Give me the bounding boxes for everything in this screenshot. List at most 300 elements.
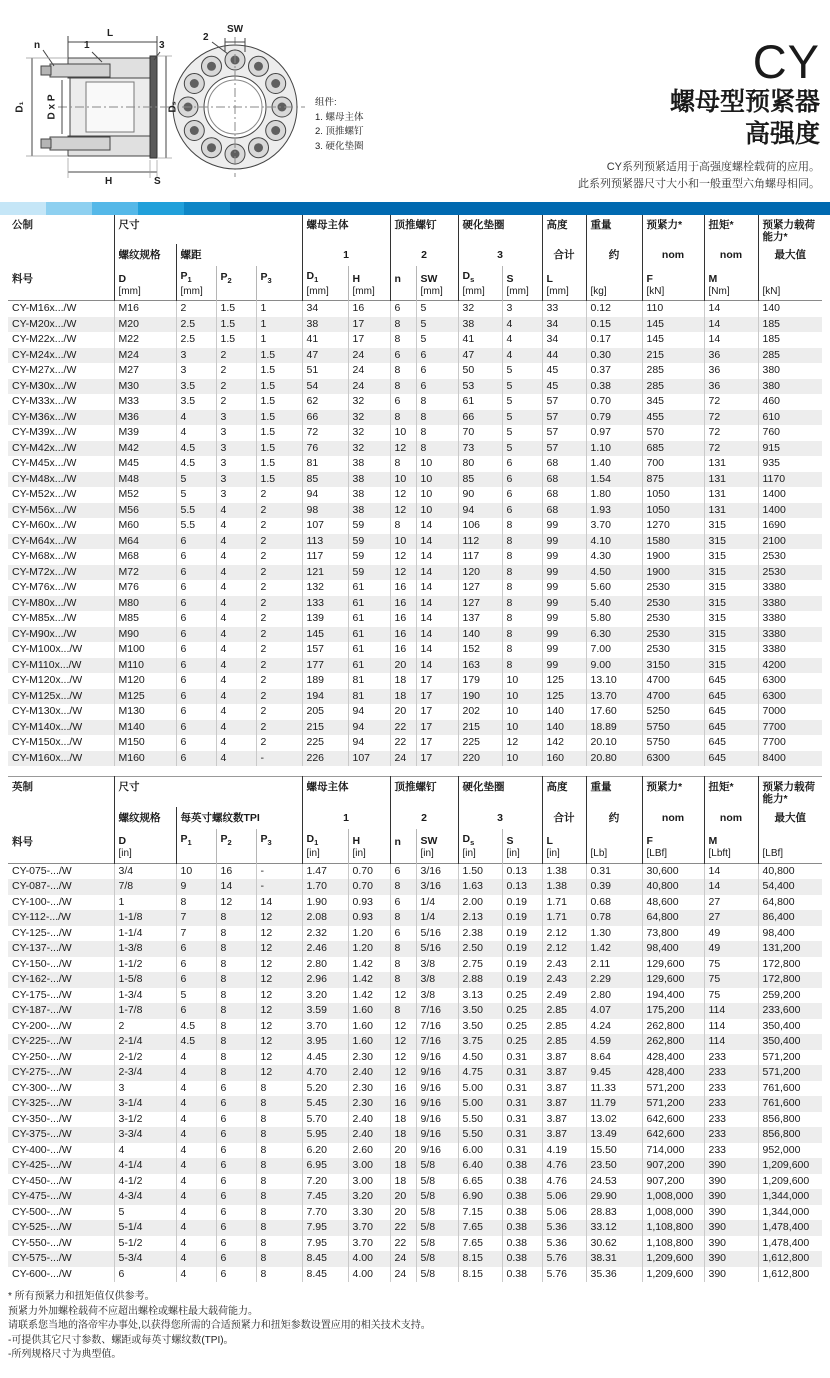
- cell: 7000: [758, 704, 822, 720]
- cell: 856,800: [758, 1112, 822, 1128]
- cell: CY-087-.../W: [12, 880, 72, 893]
- cell: 20: [390, 1189, 416, 1205]
- cell: 121: [302, 565, 348, 581]
- cell: 3-1/2: [114, 1112, 176, 1128]
- cell: 14: [704, 879, 758, 895]
- cell: 0.79: [586, 410, 642, 426]
- column-header: 螺距: [176, 244, 302, 266]
- cell: 2.40: [348, 1127, 390, 1143]
- cell: CY-187-.../W: [12, 1004, 72, 1017]
- cell: 3.87: [542, 1112, 586, 1128]
- cell: 10: [416, 487, 458, 503]
- cell: 2.29: [586, 972, 642, 988]
- cell: M24: [114, 348, 176, 364]
- cell: 18: [390, 689, 416, 705]
- cell: 32: [348, 394, 390, 410]
- cell: 1.5: [256, 394, 302, 410]
- cell: 110: [642, 301, 704, 317]
- cell: 380: [758, 379, 822, 395]
- cell: M20: [114, 317, 176, 333]
- cell: 8: [256, 1267, 302, 1283]
- table-row: [8, 549, 822, 565]
- cell: 1,478,400: [758, 1236, 822, 1252]
- cell: 73: [458, 441, 502, 457]
- cell: 1: [256, 317, 302, 333]
- cell: 14: [416, 611, 458, 627]
- cell: 140: [758, 301, 822, 317]
- cell: CY-M60x.../W: [12, 519, 77, 532]
- cell: 4700: [642, 673, 704, 689]
- column-header: 硬化垫圈: [458, 215, 542, 244]
- table-row: [8, 503, 822, 519]
- cell: 3.87: [542, 1065, 586, 1081]
- cell: CY-375-.../W: [12, 1128, 72, 1141]
- cell: CY-M130x.../W: [12, 705, 83, 718]
- column-header: 预紧力*: [642, 215, 704, 244]
- cell: 8: [390, 456, 416, 472]
- cell: 2.40: [348, 1065, 390, 1081]
- cell: 2: [114, 1019, 176, 1035]
- cell: 8.64: [586, 1050, 642, 1066]
- cell: 1.60: [348, 1034, 390, 1050]
- cell: 28.83: [586, 1205, 642, 1221]
- cell: 10: [390, 534, 416, 550]
- cell: 8: [216, 926, 256, 942]
- cell: 131: [704, 487, 758, 503]
- cell: 4: [176, 1050, 216, 1066]
- cell: 1-1/2: [114, 957, 176, 973]
- cell: 4.5: [176, 441, 216, 457]
- dim-label-DxP: D x P: [46, 94, 58, 120]
- cell: 2.50: [458, 941, 502, 957]
- column-header: [Lb]: [586, 829, 642, 864]
- cell: 2: [256, 704, 302, 720]
- cell: 0.19: [502, 895, 542, 911]
- cell: 6: [502, 456, 542, 472]
- cell: 14: [416, 627, 458, 643]
- cell: 6: [176, 534, 216, 550]
- cell: 3/8: [416, 988, 458, 1004]
- cell: 390: [704, 1236, 758, 1252]
- cell: 6: [176, 720, 216, 736]
- cell: 5.40: [586, 596, 642, 612]
- cell: 194: [302, 689, 348, 705]
- cell: 2: [256, 549, 302, 565]
- cell: 1400: [758, 503, 822, 519]
- cell: 5.00: [458, 1081, 502, 1097]
- cell: 4: [176, 1174, 216, 1190]
- cell: 36: [704, 379, 758, 395]
- cell: 18: [390, 1158, 416, 1174]
- cell: 0.93: [348, 895, 390, 911]
- cell: 5.80: [586, 611, 642, 627]
- cell: 132: [302, 580, 348, 596]
- cell: 9/16: [416, 1127, 458, 1143]
- cell: 72: [704, 425, 758, 441]
- cell: 4.5: [176, 456, 216, 472]
- cell: -: [256, 751, 302, 767]
- table-row: [8, 642, 822, 658]
- cell: 6: [390, 394, 416, 410]
- table-row: [8, 1189, 822, 1205]
- cell: 5250: [642, 704, 704, 720]
- cell: 4: [176, 1065, 216, 1081]
- cell: 8: [390, 910, 416, 926]
- cell: 6: [502, 472, 542, 488]
- cell: 1: [114, 895, 176, 911]
- cell: CY-M30x.../W: [12, 379, 77, 392]
- cell: 85: [302, 472, 348, 488]
- cell: 14: [416, 565, 458, 581]
- cell: 3.50: [458, 1003, 502, 1019]
- cell: 99: [542, 549, 586, 565]
- cell: 0.70: [586, 394, 642, 410]
- cell: 106: [458, 518, 502, 534]
- cell: 6: [176, 751, 216, 767]
- column-header: 尺寸: [114, 215, 302, 244]
- cell: 9/16: [416, 1096, 458, 1112]
- cell: CY-M80x.../W: [12, 596, 77, 609]
- cell: 12: [256, 988, 302, 1004]
- cell: CY-325-.../W: [12, 1097, 72, 1110]
- cell: CY-137-.../W: [12, 942, 72, 955]
- cell: 142: [542, 735, 586, 751]
- cell: 2.85: [542, 1019, 586, 1035]
- cell: 5.20: [302, 1081, 348, 1097]
- cell: 4.10: [586, 534, 642, 550]
- page-subtitle: 螺母型预紧器: [669, 87, 820, 116]
- cell: 49: [704, 941, 758, 957]
- table-row: [8, 1112, 822, 1128]
- cell: 17: [348, 332, 390, 348]
- cell: 1050: [642, 487, 704, 503]
- cell: 3/16: [416, 863, 458, 879]
- cell: 0.19: [502, 910, 542, 926]
- table-row: [8, 627, 822, 643]
- cell: 9/16: [416, 1050, 458, 1066]
- cell: 2530: [758, 549, 822, 565]
- cell: 2.40: [348, 1112, 390, 1128]
- cell: 0.38: [502, 1220, 542, 1236]
- cell: 72: [302, 425, 348, 441]
- cell: 33.12: [586, 1220, 642, 1236]
- cell: 935: [758, 456, 822, 472]
- column-header: 扭矩*: [704, 777, 758, 807]
- cell: 38: [348, 472, 390, 488]
- cell: 1900: [642, 565, 704, 581]
- cell: 1.38: [542, 879, 586, 895]
- column-header: n: [390, 266, 416, 301]
- cell: 14: [416, 642, 458, 658]
- cell: 0.25: [502, 1034, 542, 1050]
- imperial-table: [8, 776, 822, 1282]
- drawing-shapes: [10, 12, 570, 200]
- cell: 72: [704, 441, 758, 457]
- cell: 17: [416, 673, 458, 689]
- cell: 2: [256, 534, 302, 550]
- column-header: [LBf]: [758, 829, 822, 864]
- cell: 38: [458, 317, 502, 333]
- cell: CY-M64x.../W: [12, 534, 77, 547]
- cell: 3.70: [348, 1236, 390, 1252]
- cell: 4-1/2: [114, 1174, 176, 1190]
- table-row: [8, 348, 822, 364]
- cell: 1,008,000: [642, 1205, 704, 1221]
- cell: CY-075-.../W: [12, 864, 72, 877]
- cell: 0.39: [586, 879, 642, 895]
- list-item: * 所有预紧力和扭矩值仅供参考。: [8, 1291, 155, 1303]
- cell: M64: [114, 534, 176, 550]
- cell: 262,800: [642, 1034, 704, 1050]
- cell: CY-475-.../W: [12, 1190, 72, 1203]
- cell: 1.47: [302, 863, 348, 879]
- cell: 1-3/4: [114, 988, 176, 1004]
- table-row: [8, 518, 822, 534]
- cell: 4: [176, 1267, 216, 1283]
- column-header: 3: [458, 807, 542, 829]
- cell: 8: [502, 611, 542, 627]
- cell: 315: [704, 518, 758, 534]
- cell: 2.96: [302, 972, 348, 988]
- cell: 1-3/8: [114, 941, 176, 957]
- column-header: $D_s$ [mm]: [458, 266, 502, 301]
- cell: 0.38: [586, 379, 642, 395]
- cell: 2: [256, 580, 302, 596]
- cell: 1/4: [416, 895, 458, 911]
- cell: 14: [416, 518, 458, 534]
- cell: 4-1/4: [114, 1158, 176, 1174]
- cell: CY-425-.../W: [12, 1159, 72, 1172]
- cell: 1.5: [256, 472, 302, 488]
- cell: 233: [704, 1096, 758, 1112]
- cell: 163: [458, 658, 502, 674]
- column-header: $D_1$ [in]: [302, 829, 348, 864]
- cell: 7/8: [114, 879, 176, 895]
- column-header: nom: [642, 244, 704, 266]
- accent-bar-segment: [0, 202, 46, 215]
- cell: 4.00: [348, 1251, 390, 1267]
- cell: 5.60: [586, 580, 642, 596]
- cell: 0.31: [502, 1127, 542, 1143]
- cell: 4.75: [458, 1065, 502, 1081]
- cell: 233: [704, 1081, 758, 1097]
- cell: 7/16: [416, 1003, 458, 1019]
- cell: 8: [416, 425, 458, 441]
- cell: 10: [502, 704, 542, 720]
- cell: 4.45: [302, 1050, 348, 1066]
- column-header: $P_3$: [256, 266, 302, 301]
- column-header: nom: [704, 807, 758, 829]
- cell: 125: [542, 673, 586, 689]
- cell: 2530: [642, 596, 704, 612]
- cell: 8: [216, 988, 256, 1004]
- cell: 5750: [642, 735, 704, 751]
- cell: 114: [704, 1034, 758, 1050]
- cell: 4: [176, 425, 216, 441]
- cell: 17: [416, 689, 458, 705]
- column-header: 螺母主体: [302, 215, 390, 244]
- cell: 6: [216, 1127, 256, 1143]
- cell: 99: [542, 642, 586, 658]
- cell: 1.38: [542, 863, 586, 879]
- cell: 16: [348, 301, 390, 317]
- cell: 5: [114, 1205, 176, 1221]
- cell: 8.45: [302, 1251, 348, 1267]
- cell: 2: [256, 611, 302, 627]
- cell: 1-1/4: [114, 926, 176, 942]
- cell: CY-112-.../W: [12, 911, 71, 924]
- cell: 3.70: [302, 1019, 348, 1035]
- cell: 14: [256, 895, 302, 911]
- cell: 45: [542, 363, 586, 379]
- cell: 8: [256, 1081, 302, 1097]
- cell: -: [256, 863, 302, 879]
- cell: 875: [642, 472, 704, 488]
- table-row: [8, 487, 822, 503]
- cell: 94: [458, 503, 502, 519]
- cell: 16: [390, 642, 416, 658]
- cell: 16: [390, 596, 416, 612]
- column-header: SW [mm]: [416, 266, 458, 301]
- column-header: nom: [642, 807, 704, 829]
- cell: 571,200: [758, 1050, 822, 1066]
- column-header: 约: [586, 244, 642, 266]
- cell: M39: [114, 425, 176, 441]
- cell: 6.65: [458, 1174, 502, 1190]
- cell: CY-250-.../W: [12, 1050, 72, 1063]
- table-row: [8, 972, 822, 988]
- cell: 131: [704, 503, 758, 519]
- cell: 2.80: [302, 957, 348, 973]
- cell: 315: [704, 549, 758, 565]
- cell: 14: [704, 301, 758, 317]
- cell: 6.30: [586, 627, 642, 643]
- cell: 107: [348, 751, 390, 767]
- column-header: 1: [302, 807, 390, 829]
- cell: 99: [542, 596, 586, 612]
- cell: 98: [302, 503, 348, 519]
- cell: 8: [216, 1050, 256, 1066]
- cell: 1.20: [348, 926, 390, 942]
- column-header: F [LBf]: [642, 829, 704, 864]
- list-item: 预紧力外加螺栓载荷不应超出螺栓或螺柱最大载荷能力。: [8, 1305, 258, 1317]
- cell: 51: [302, 363, 348, 379]
- cell: 4: [216, 518, 256, 534]
- cell: 2100: [758, 534, 822, 550]
- cell: 8: [390, 410, 416, 426]
- cell: 34: [302, 301, 348, 317]
- cell: 0.30: [586, 348, 642, 364]
- cell: 345: [642, 394, 704, 410]
- cell: 3.50: [458, 1019, 502, 1035]
- cell: 14: [704, 332, 758, 348]
- cell: 59: [348, 534, 390, 550]
- cell: 24: [390, 751, 416, 767]
- cell: 8: [502, 627, 542, 643]
- cell: 226: [302, 751, 348, 767]
- table-row: [8, 988, 822, 1004]
- column-header: 尺寸: [114, 777, 302, 807]
- dim-label-H: H: [105, 176, 113, 187]
- cell: CY-600-.../W: [12, 1267, 72, 1280]
- cell: 6: [216, 1189, 256, 1205]
- cell: 8: [256, 1251, 302, 1267]
- cell: 5.36: [542, 1220, 586, 1236]
- cell: 6: [390, 895, 416, 911]
- cell: 0.13: [502, 863, 542, 879]
- cell: 8: [390, 1003, 416, 1019]
- cell: 140: [542, 720, 586, 736]
- cell: 8: [256, 1127, 302, 1143]
- cell: M48: [114, 472, 176, 488]
- cell: 7.70: [302, 1205, 348, 1221]
- cell: 14: [416, 658, 458, 674]
- cell: 75: [704, 957, 758, 973]
- cell: 59: [348, 518, 390, 534]
- cell: 1: [256, 301, 302, 317]
- cell: 22: [390, 735, 416, 751]
- cell: 1270: [642, 518, 704, 534]
- cell: 9/16: [416, 1112, 458, 1128]
- cell: M30: [114, 379, 176, 395]
- cell: 8: [502, 642, 542, 658]
- cell: 0.68: [586, 895, 642, 911]
- cell: 0.19: [502, 941, 542, 957]
- cell: 1,478,400: [758, 1220, 822, 1236]
- cell: 5: [502, 410, 542, 426]
- cell: 4: [176, 1143, 216, 1159]
- cell: 131,200: [758, 941, 822, 957]
- column-header: 3: [458, 244, 542, 266]
- cell: 6: [176, 565, 216, 581]
- cell: 2.30: [348, 1096, 390, 1112]
- cell: CY-M22x.../W: [12, 333, 77, 346]
- cell: CY-M42x.../W: [12, 441, 77, 454]
- cell: 1,344,000: [758, 1189, 822, 1205]
- cell: 907,200: [642, 1158, 704, 1174]
- cell: 8.45: [302, 1267, 348, 1283]
- column-header: S [mm]: [502, 266, 542, 301]
- column-header: 料号: [12, 273, 33, 286]
- cell: 952,000: [758, 1143, 822, 1159]
- accent-bar-segment: [138, 202, 184, 215]
- cell: 85: [458, 472, 502, 488]
- cell: 1-1/8: [114, 910, 176, 926]
- cell: 61: [458, 394, 502, 410]
- cell: 6.40: [458, 1158, 502, 1174]
- cell: M42: [114, 441, 176, 457]
- cell: 259,200: [758, 988, 822, 1004]
- cell: 5/8: [416, 1267, 458, 1283]
- cell: 2.30: [348, 1050, 390, 1066]
- cell: 172,800: [758, 957, 822, 973]
- cell: 99: [542, 611, 586, 627]
- cell: 390: [704, 1220, 758, 1236]
- cell: 3.30: [348, 1205, 390, 1221]
- cell: 10: [416, 456, 458, 472]
- column-header: 料号: [12, 835, 33, 848]
- cell: 12: [256, 1003, 302, 1019]
- table-row: [8, 472, 822, 488]
- cell: 5.76: [542, 1251, 586, 1267]
- cell: 8: [416, 394, 458, 410]
- cell: M33: [114, 394, 176, 410]
- cell: 3.95: [302, 1034, 348, 1050]
- table-row: [8, 957, 822, 973]
- cell: CY-350-.../W: [12, 1112, 72, 1125]
- cell: 177: [302, 658, 348, 674]
- cell: 1.71: [542, 910, 586, 926]
